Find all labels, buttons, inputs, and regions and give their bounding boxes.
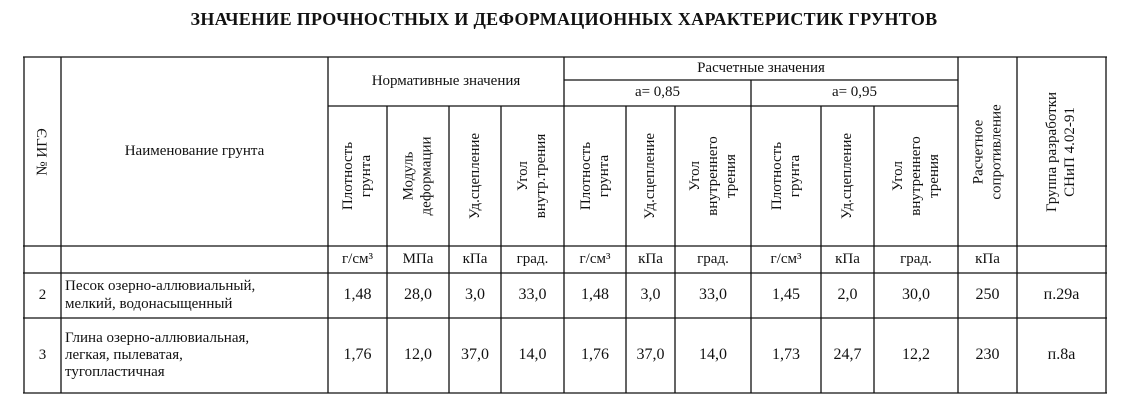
table-cell: 33,0 (699, 286, 727, 304)
table-cell: 3,0 (640, 286, 661, 304)
header-resistance (958, 57, 1017, 246)
unit-cell: г/см³ (770, 250, 802, 267)
table-row-name: Глина озерно-аллювиальная, легкая, пылеватая, тугопластичная (65, 329, 250, 381)
table-cell: 1,76 (343, 346, 372, 364)
document-title: ЗНАЧЕНИЕ ПРОЧНОСТНЫХ И ДЕФОРМАЦИОННЫХ ХАРАКТЕРИСТИК ГРУНТОВ (190, 9, 938, 29)
table-row-ige: 3 (38, 346, 47, 363)
table-cell: 12,0 (404, 346, 432, 364)
header-cohesion-085-text: Уд.сцепление (642, 132, 659, 220)
header-modulus-norm (387, 106, 449, 246)
unit-cell: кПа (638, 250, 663, 267)
header-normative: Нормативные значения (371, 72, 521, 89)
unit-cell: град. (900, 250, 932, 267)
table-cell: 12,2 (902, 346, 930, 364)
header-density-095-text: Плотность грунта (768, 141, 803, 211)
header-ige-text: № ИГЭ (34, 127, 51, 176)
header-density-085 (564, 106, 626, 246)
header-group (1017, 57, 1106, 246)
soil-properties-table (23, 56, 1107, 394)
table-cell: 37,0 (636, 346, 665, 364)
header-angle-085-text: Угол внутреннего трения (687, 136, 739, 216)
table-cell: 250 (975, 286, 1000, 304)
unit-cell: град. (697, 250, 729, 267)
header-cohesion-085 (626, 106, 675, 246)
table-cell: 24,7 (833, 346, 862, 364)
table-row-ige: 2 (38, 286, 47, 303)
header-angle-095 (874, 106, 958, 246)
table-cell: 14,0 (518, 346, 547, 364)
header-name: Наименование грунта (124, 142, 265, 159)
header-density-norm-text: Плотность грунта (340, 141, 375, 211)
header-cohesion-norm (449, 106, 501, 246)
table-cell: 33,0 (518, 286, 547, 304)
unit-cell: МПа (402, 250, 434, 267)
header-angle-095-text: Угол внутреннего трения (890, 136, 942, 216)
header-density-095 (751, 106, 821, 246)
header-cohesion-095-text: Уд.сцепление (839, 132, 856, 220)
table-cell: 14,0 (699, 346, 727, 364)
table-cell: 1,73 (772, 346, 800, 364)
table-cell: 1,45 (772, 286, 800, 304)
header-cohesion-norm-text: Уд.сцепление (467, 132, 484, 220)
header-ige (24, 57, 61, 246)
table-cell: 37,0 (461, 346, 489, 364)
header-angle-norm-text: Угол внутр.трения (515, 133, 550, 219)
table-cell: 230 (975, 346, 1000, 364)
unit-cell: кПа (462, 250, 488, 267)
unit-cell: град. (516, 250, 549, 267)
unit-cell: кПа (835, 250, 860, 267)
table-row-name: Песок озерно-аллювиальный, мелкий, водонасыщенный (65, 278, 256, 312)
table-cell: 2,0 (837, 286, 858, 304)
table-cell: 28,0 (404, 286, 432, 304)
table-cell: 1,48 (581, 286, 609, 304)
unit-cell: кПа (975, 250, 1000, 267)
table-cell: п.8а (1047, 346, 1076, 364)
header-modulus-norm-text: Модуль деформации (401, 136, 436, 216)
table-cell: 30,0 (902, 286, 930, 304)
table-cell: 3,0 (465, 286, 485, 304)
header-cohesion-095 (821, 106, 874, 246)
header-alpha-095: a= 0,95 (831, 84, 878, 101)
header-alpha-085: a= 0,85 (634, 84, 681, 101)
header-density-085-text: Плотность грунта (578, 141, 613, 211)
table-cell: п.29а (1043, 286, 1080, 304)
unit-cell: г/см³ (342, 250, 373, 267)
header-design: Расчетные значения (697, 59, 825, 76)
header-angle-085 (675, 106, 751, 246)
header-resistance-text: Расчетное сопротивление (970, 103, 1005, 200)
table-cell: 1,48 (343, 286, 372, 304)
header-group-text: Группа разработки СНиП 4.02-91 (1044, 91, 1079, 212)
table-cell: 1,76 (581, 346, 609, 364)
unit-cell: г/см³ (579, 250, 611, 267)
header-density-norm (328, 106, 387, 246)
header-angle-norm (501, 106, 564, 246)
